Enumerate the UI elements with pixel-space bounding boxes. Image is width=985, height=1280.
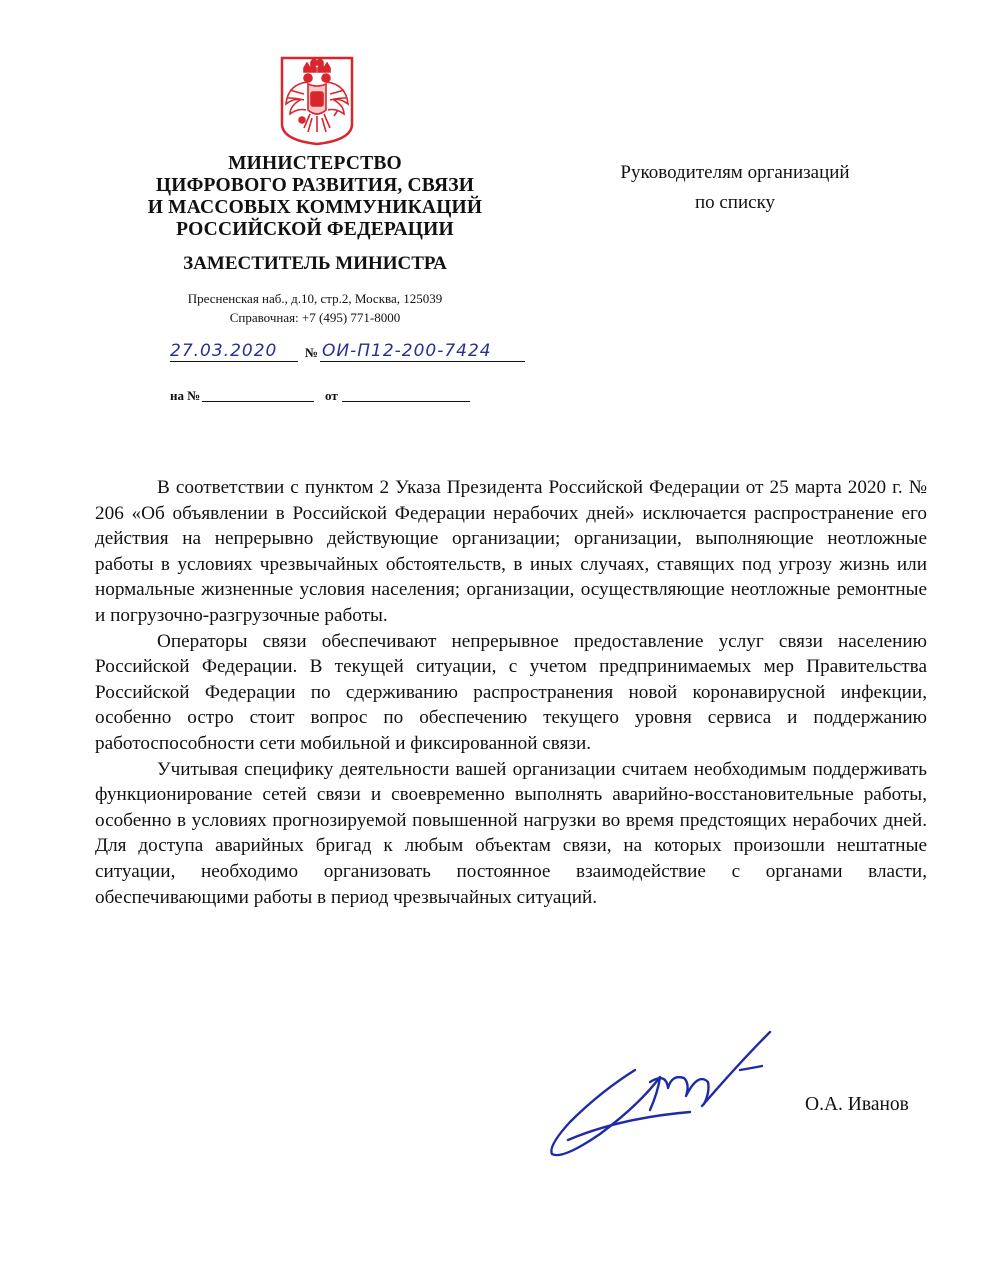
- signer-name: О.А. Иванов: [805, 1094, 909, 1115]
- ministry-name: [100, 153, 530, 241]
- ministry-line: ЦИФРОВОГО РАЗВИТИЯ, СВЯЗИ: [155, 175, 475, 196]
- ministry-line: РОССИЙСКОЙ ФЕДЕРАЦИИ: [176, 219, 454, 240]
- coat-of-arms-icon: [278, 54, 356, 146]
- number-underline: [320, 361, 525, 362]
- date-underline: [170, 361, 298, 362]
- ministry-line: МИНИСТЕРСТВО: [228, 153, 402, 174]
- ministry-line: И МАССОВЫХ КОММУНИКАЦИЙ: [147, 197, 483, 218]
- number-sign: №: [305, 345, 319, 360]
- registration-number: ОИ-П12-200-7424: [322, 341, 492, 361]
- letter-body: [95, 475, 927, 910]
- body-paragraph: В соответствии с пунктом 2 Указа Президента Российской Федерации от 25 марта 2020 г. № 206 «Об объявлении в Российской Федерации нерабочих дней» исключается распространение его действия на непрерывно действующие организации; организации, выполняющие неотложные работы в условиях чрезвычайных обстоятельств, в иных случаях, ставящих под угрозу жизнь или нормальные жизненные условия населения; организации, осуществляющие неотложные ремонтные и погрузочно-разгрузочные работы.: [95, 477, 927, 626]
- addressee: [580, 158, 890, 218]
- reference-no-label: на №: [170, 388, 201, 403]
- reference-from-label: от: [325, 388, 338, 403]
- letterhead: [100, 153, 530, 327]
- postal-address: Пресненская наб., д.10, стр.2, Москва, 125039: [187, 291, 443, 306]
- body-paragraph: Операторы связи обеспечивают непрерывное предоставление услуг связи населению Российской Федерации. В текущей ситуации, с учетом предпринимаемых мер Правительства Российской Федерации по сдерживанию распространения новой коронавирусной инфекции, особенно остро стоит вопрос по обеспечению текущего уровня сервиса и поддержанию работоспособности сети мобильной и фиксированной связи.: [95, 630, 927, 754]
- phone-number: Справочная: +7 (495) 771-8000: [229, 310, 401, 325]
- address-block: [100, 289, 530, 327]
- registration-date: 27.03.2020: [170, 341, 278, 361]
- reference-line: [170, 388, 490, 408]
- handwritten-signature-icon: [540, 1022, 790, 1162]
- registration-line: [170, 339, 530, 365]
- body-paragraph: Учитывая специфику деятельности вашей организации считаем необходимым поддерживать функционирование сетей связи и своевременно выполнять аварийно-восстановительные работы, особенно в условиях прогнозируемой повышенной нагрузки во время предстоящих нерабочих дней. Для доступа аварийных бригад к любым объектам связи, на которых произошли нештатные ситуации, необходимо организовать постоянное взаимодействие с органами власти, обеспечивающими работы в период чрезвычайных ситуаций.: [95, 758, 927, 908]
- reference-no-blank: [202, 401, 314, 402]
- addressee-line: Руководителям организаций: [620, 162, 850, 183]
- addressee-line: по списку: [694, 192, 776, 213]
- reference-date-blank: [342, 401, 470, 402]
- position-title: ЗАМЕСТИТЕЛЬ МИНИСТРА: [183, 253, 447, 274]
